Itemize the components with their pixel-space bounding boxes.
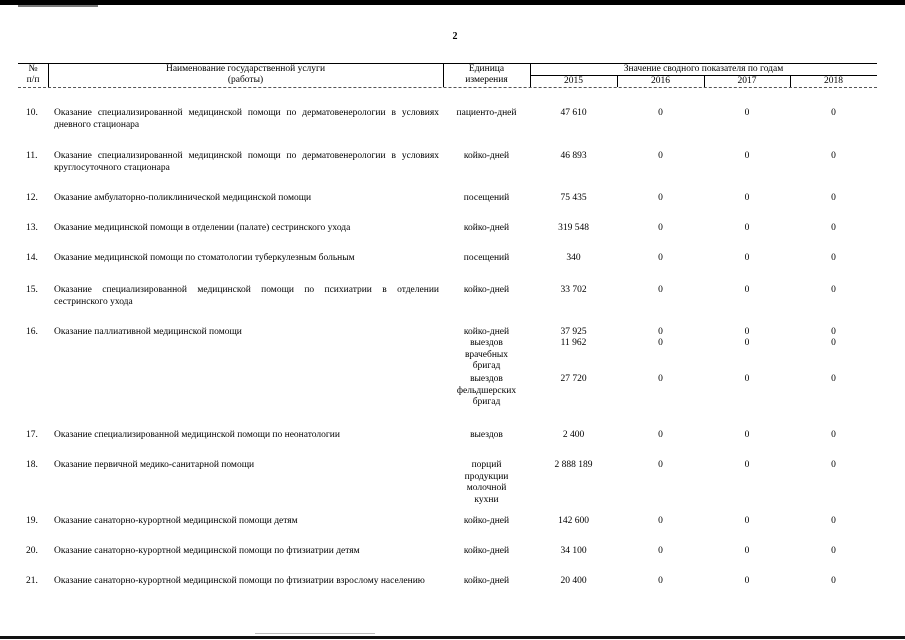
year-value: 46 893 [560,151,587,161]
year-value: 0 [744,193,750,203]
year-value: 27 720 [560,374,587,384]
year-value: 0 [831,546,836,556]
service-name: Оказание специализированной медицинской помощи по неонатологии [54,430,340,440]
unit-of-measure: пациенто-дней [456,108,517,118]
year-value: 0 [744,338,750,348]
year-value: 0 [831,327,836,337]
header-service: Наименование государственной услуги [165,64,326,74]
year-value: 34 100 [560,546,587,556]
unit-of-measure: посещений [463,193,510,203]
year-value: 0 [744,546,750,556]
header-values-title: Значение сводного показателя по годам [623,64,784,74]
year-value: 0 [831,193,836,203]
year-value: 0 [831,151,836,161]
year-value: 0 [658,151,663,161]
service-name: Оказание специализированной медицинской помощи по дерматовенерологии в условиях дневного стационара [54,108,439,130]
row-number: 21. [26,576,38,586]
year-value: 0 [658,516,663,526]
year-value: 0 [658,223,663,233]
year-value: 0 [831,108,836,118]
year-value: 0 [744,108,750,118]
service-name: Оказание амбулаторно-поликлинической медицинской помощи [54,193,312,203]
year-value: 0 [831,516,836,526]
unit-of-measure: койко-дней [463,285,510,295]
service-name: Оказание санаторно-курортной медицинской помощи по фтизиатрии детям [54,546,360,556]
year-value: 0 [658,338,663,348]
year-value: 0 [831,576,836,586]
year-value: 0 [744,285,750,295]
year-value: 0 [744,430,750,440]
year-value: 37 925 [560,327,587,337]
row-number: 16. [26,327,38,337]
year-value: 0 [658,546,663,556]
year-value: 0 [744,327,750,337]
header-year: 2018 [824,76,843,86]
year-value: 2 888 189 [554,460,593,470]
row-number: 14. [26,253,38,263]
unit-of-measure: койко-дней [463,151,510,161]
unit-of-measure: койко-дней [463,576,510,586]
header-service-sub: (работы) [227,75,264,85]
scan-bottom-border [0,636,905,639]
year-value: 0 [658,374,663,384]
year-value: 0 [744,253,750,263]
row-number: 10. [26,108,38,118]
year-value: 319 548 [558,223,589,233]
row-number: 13. [26,223,38,233]
service-name: Оказание медицинской помощи по стоматологии туберкулезным больным [54,253,355,263]
unit-of-measure: койко-дней [463,223,510,233]
year-value: 75 435 [560,193,587,203]
unit-of-measure: порций продукции молочной кухни [464,460,509,505]
service-name: Оказание первичной медико-санитарной помощи [54,460,255,470]
unit-of-measure: выездов [470,430,503,440]
service-name: Оказание медицинской помощи в отделении (палате) сестринского ухода [54,223,351,233]
service-name: Оказание паллиативной медицинской помощи [54,327,242,337]
year-value: 0 [658,253,663,263]
year-value: 0 [658,460,663,470]
row-number: 11. [26,151,38,161]
year-value: 0 [831,223,836,233]
unit-of-measure: койко-дней [463,327,510,337]
year-value: 0 [831,374,836,384]
year-value: 340 [566,253,581,263]
row-number: 19. [26,516,38,526]
unit-of-measure: койко-дней [463,546,510,556]
service-name: Оказание специализированной медицинской помощи по дерматовенерологии в условиях круглосуточного стационара [54,151,439,173]
year-value: 47 610 [560,108,587,118]
header-num-sub: п/п [26,75,40,85]
unit-of-measure: выездов фельдшерских бригад [456,374,517,407]
year-value: 0 [658,327,663,337]
year-value: 0 [744,374,750,384]
row-number: 15. [26,285,38,295]
year-value: 0 [744,516,750,526]
year-value: 0 [744,460,750,470]
page-number: 2 [452,31,458,42]
service-name: Оказание санаторно-курортной медицинской помощи детям [54,516,298,526]
header-year: 2016 [651,76,670,86]
row-number: 20. [26,546,38,556]
unit-of-measure: койко-дней [463,516,510,526]
year-value: 33 702 [560,285,587,295]
row-number: 17. [26,430,38,440]
year-value: 0 [744,151,750,161]
year-value: 0 [658,285,663,295]
year-value: 0 [658,430,663,440]
year-value: 20 400 [560,576,587,586]
year-value: 142 600 [558,516,589,526]
header-unit: Единица [468,64,505,74]
year-value: 0 [744,576,750,586]
year-value: 0 [831,460,836,470]
header-year: 2017 [737,76,757,86]
header-num: № [28,64,38,74]
year-value: 0 [831,430,836,440]
header-bottom-rule [18,87,877,88]
unit-of-measure: посещений [463,253,510,263]
service-name: Оказание специализированной медицинской помощи по психиатрии в отделении сестринского ухода [54,285,439,307]
year-value: 0 [831,338,836,348]
year-value: 0 [831,253,836,263]
unit-of-measure: выездов врачебных бригад [464,338,509,371]
row-number: 12. [26,193,38,203]
service-name: Оказание санаторно-курортной медицинской помощи по фтизиатрии взрослому населению [54,576,425,586]
header-year: 2015 [564,76,583,86]
scan-top-border [0,0,905,5]
year-value: 0 [658,576,663,586]
header-unit-sub: измерения [465,75,508,85]
year-value: 2 400 [562,430,585,440]
year-value: 11 962 [560,338,587,348]
row-number: 18. [26,460,38,470]
scan-artifact [255,633,375,634]
year-value: 0 [831,285,836,295]
scan-artifact [18,5,98,7]
year-value: 0 [744,223,750,233]
year-value: 0 [658,108,663,118]
year-value: 0 [658,193,663,203]
